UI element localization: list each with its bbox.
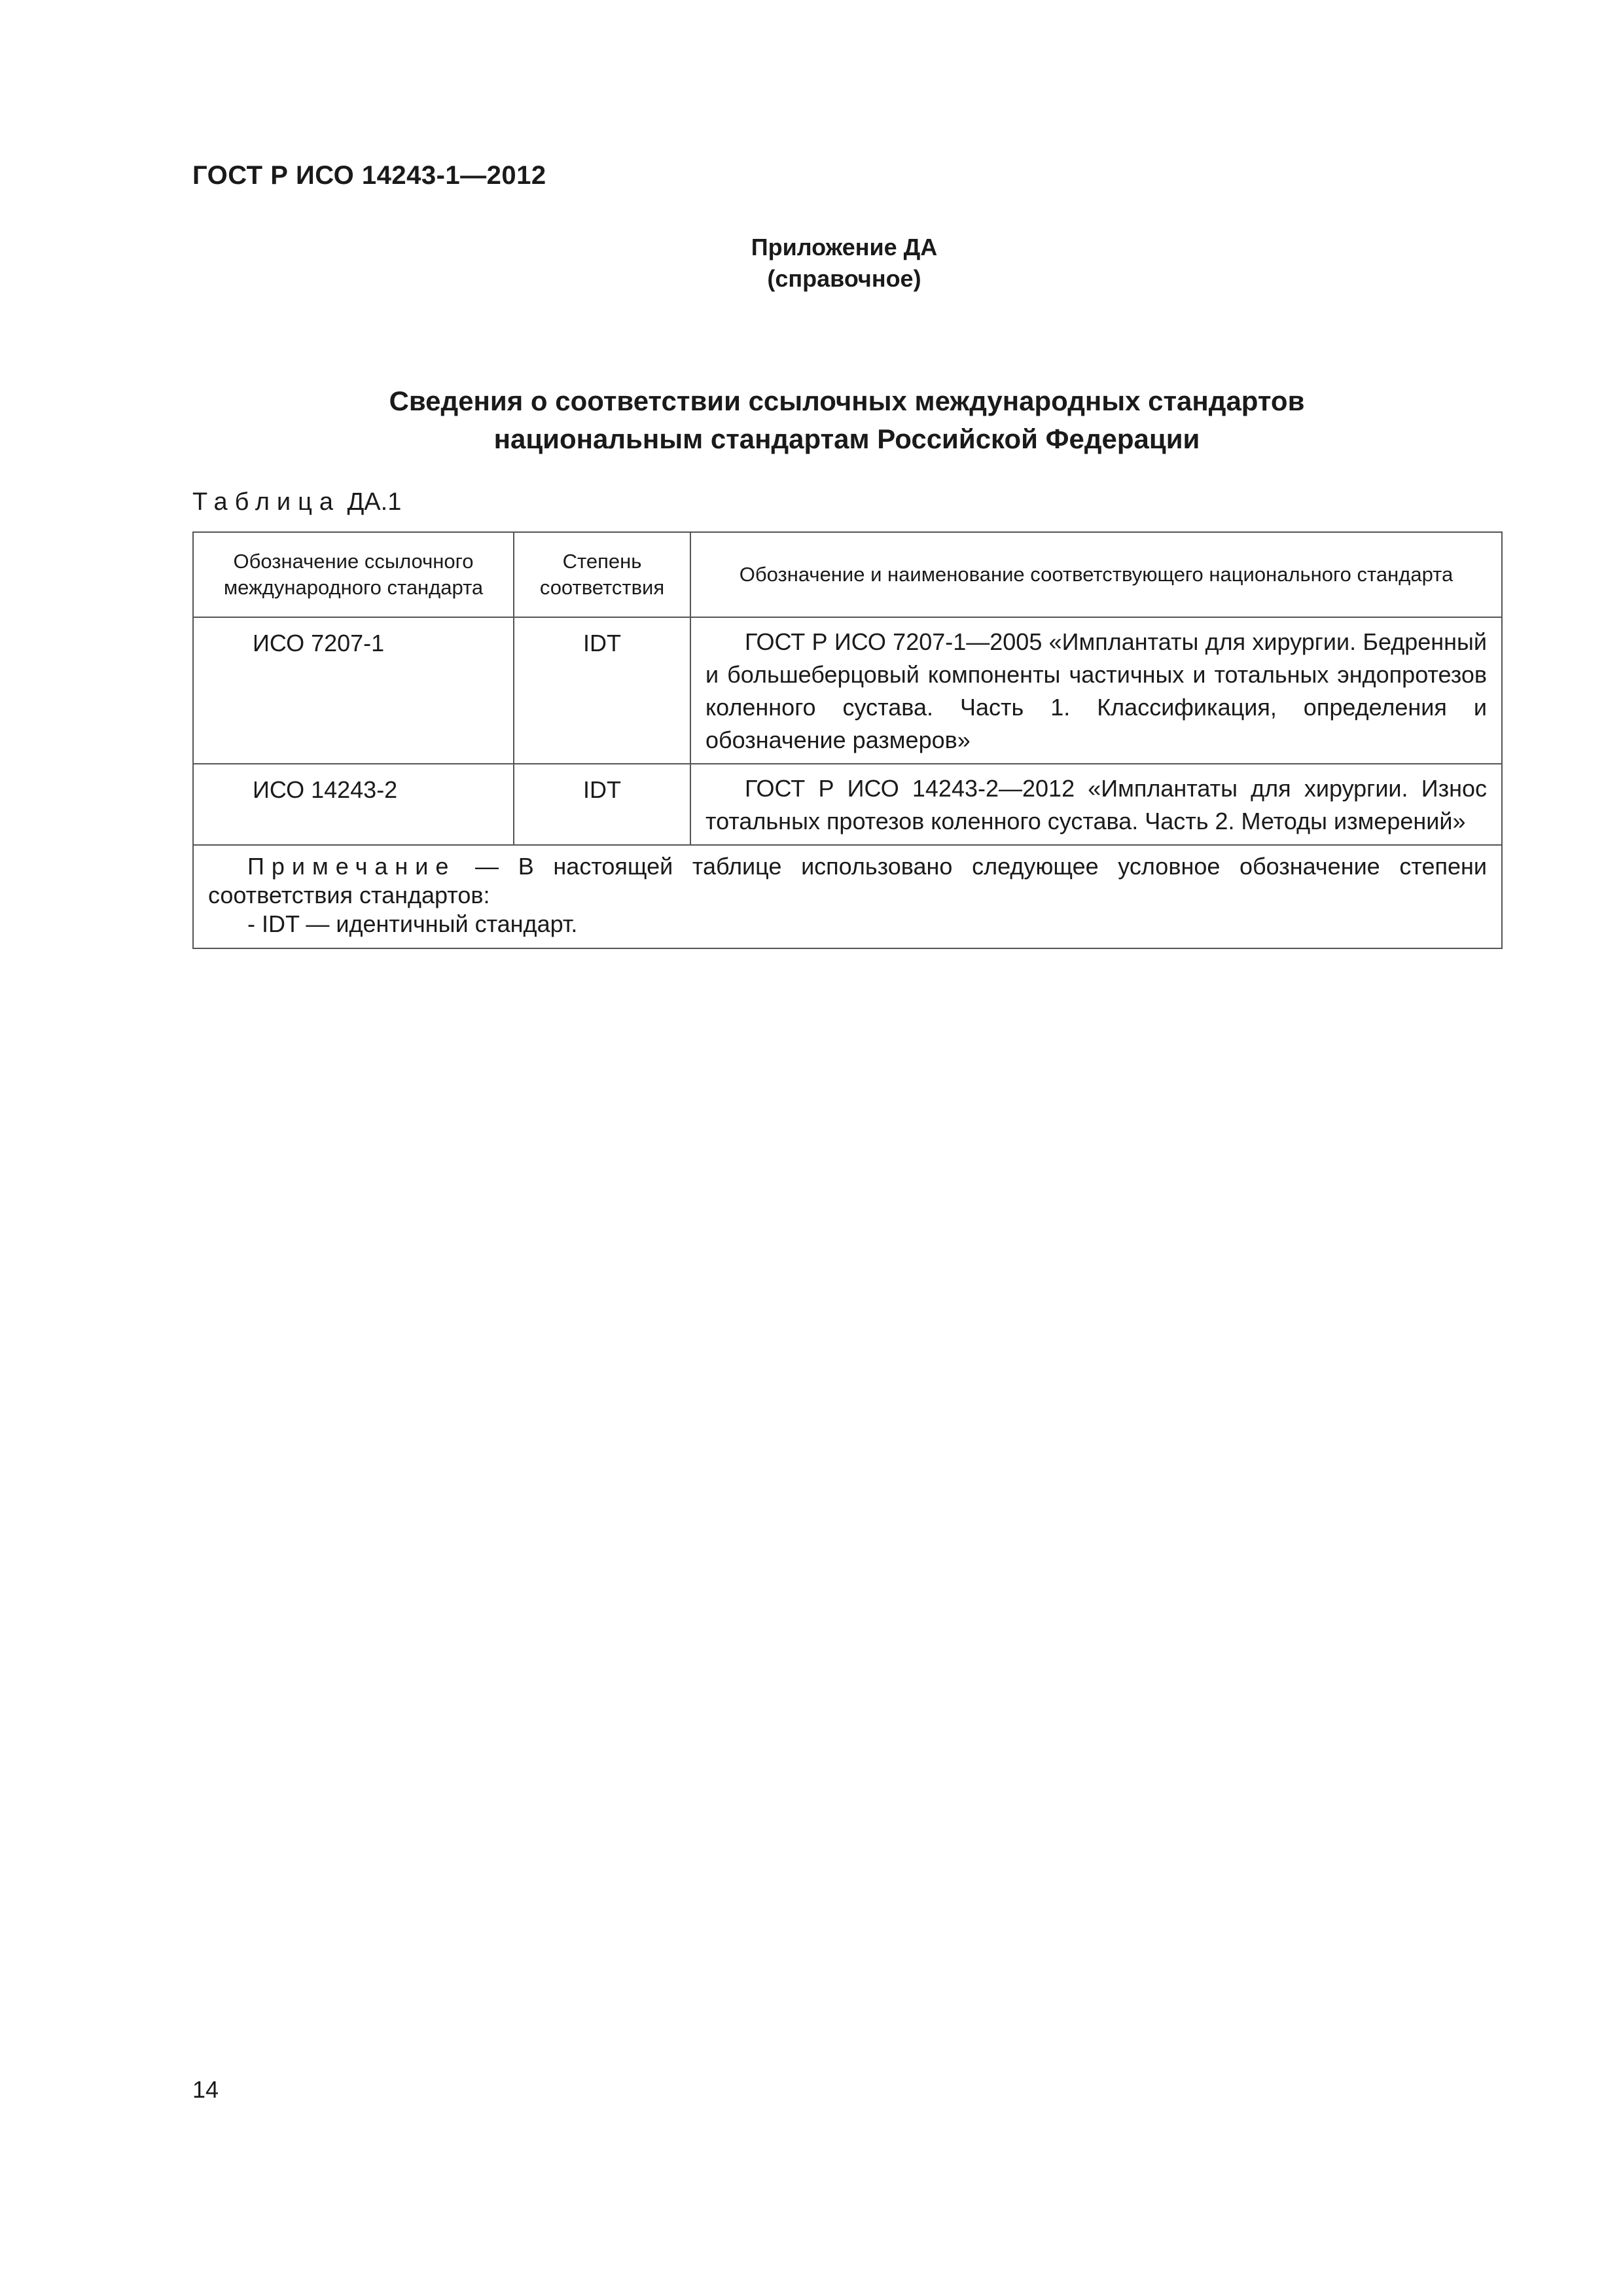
cell-national-standard	[690, 764, 1502, 845]
appendix-title: Приложение ДА	[751, 234, 938, 260]
cell-national-standard	[690, 617, 1502, 764]
table-caption-label: Таблица	[192, 488, 340, 516]
note-text: — В настоящей таблице использовано следующее условное обозначение степени соответствия стандартов:	[208, 853, 1487, 908]
section-title	[192, 382, 1501, 458]
table-header-row	[193, 532, 1502, 617]
appendix-subtitle: (справочное)	[767, 265, 921, 292]
note-label: Примечание	[247, 853, 456, 880]
cell-degree: IDT	[514, 764, 690, 845]
page-number: 14	[192, 2076, 219, 2103]
column-header-national-standard: Обозначение и наименование соответствующего национального стандарта	[690, 532, 1502, 617]
table-note	[193, 845, 1502, 948]
appendix-heading	[0, 232, 1623, 295]
cell-degree: IDT	[514, 617, 690, 764]
note-item: - IDT — идентичный стандарт.	[247, 910, 578, 937]
table-note-row	[193, 845, 1502, 948]
column-header-degree: Степень соответствия	[514, 532, 690, 617]
cell-international-code: ИСО 14243-2	[193, 764, 514, 845]
table-caption	[192, 488, 401, 516]
table-row	[193, 764, 1502, 845]
section-title-line-1: Сведения о соответствии ссылочных международных стандартов	[389, 386, 1305, 416]
standards-correspondence-table	[192, 531, 1503, 949]
table-row	[193, 617, 1502, 764]
column-header-international-code: Обозначение ссылочного международного стандарта	[193, 532, 514, 617]
table-caption-number: ДА.1	[347, 488, 402, 516]
cell-international-code: ИСО 7207-1	[193, 617, 514, 764]
national-standard-text: ГОСТ Р ИСО 14243-2—2012 «Имплантаты для хирургии. Износ тотальных протезов коленного сустава. Часть 2. Методы измерений»	[705, 775, 1487, 834]
section-title-line-2: национальным стандартам Российской Федерации	[493, 423, 1200, 454]
national-standard-text: ГОСТ Р ИСО 7207-1—2005 «Имплантаты для хирургии. Бедренный и большеберцовый компоненты частичных и тотальных эндопротезов коленного сустава. Часть 1. Классификация, определения и обозначение размеров»	[705, 628, 1487, 753]
document-code-header: ГОСТ Р ИСО 14243-1—2012	[192, 161, 546, 190]
